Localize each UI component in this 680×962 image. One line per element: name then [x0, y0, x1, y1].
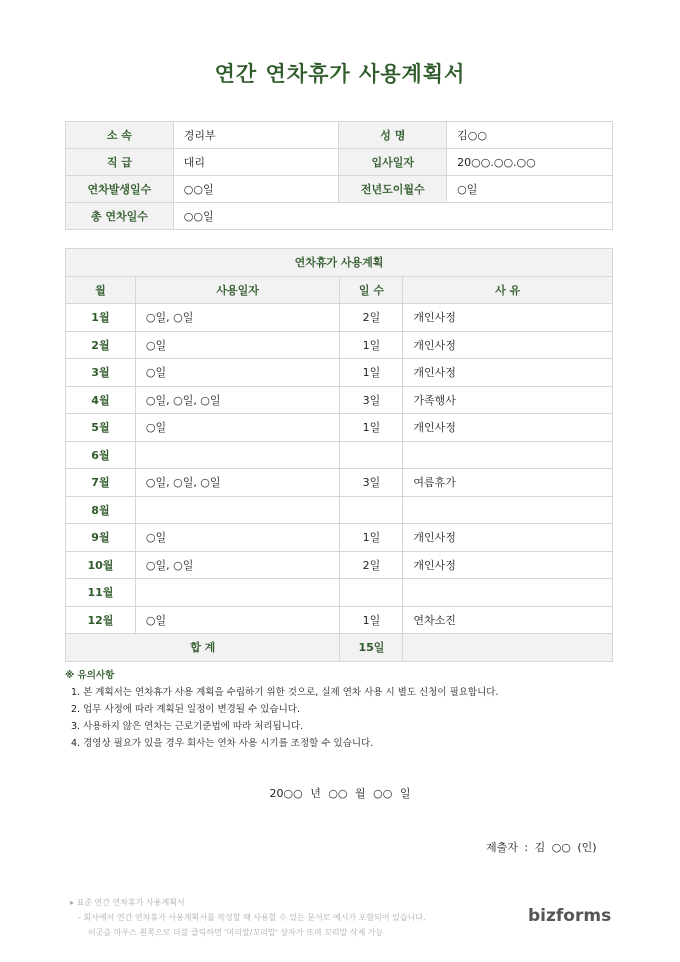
- col-header-month: 월: [66, 276, 136, 304]
- total-leave-label: 총 연차일수: [66, 203, 174, 230]
- note-item: 2. 업무 사정에 따라 계획된 일정이 변경될 수 있습니다.: [71, 704, 300, 715]
- days-cell[interactable]: 3일: [340, 469, 403, 497]
- days-cell[interactable]: 2일: [340, 304, 403, 332]
- table-row: [66, 441, 613, 469]
- dept-label: 소 속: [66, 122, 174, 149]
- col-header-dates: 사용일자: [135, 276, 340, 304]
- days-cell[interactable]: 1일: [340, 359, 403, 387]
- rank-value[interactable]: 대리: [173, 149, 339, 176]
- reason-cell[interactable]: 가족행사: [403, 386, 613, 414]
- table-row: [66, 524, 613, 552]
- table-row: [66, 469, 613, 497]
- dates-cell[interactable]: ○일, ○일: [135, 304, 340, 332]
- name-label: 성 명: [339, 122, 447, 149]
- days-cell[interactable]: 3일: [340, 386, 403, 414]
- reason-cell[interactable]: 개인사정: [403, 331, 613, 359]
- table-row: [66, 496, 613, 524]
- days-cell[interactable]: [340, 441, 403, 469]
- days-cell[interactable]: 1일: [340, 414, 403, 442]
- month-cell: 7월: [66, 469, 136, 497]
- table-row: [66, 149, 613, 176]
- footer-line: - 회사에서 연간 연차휴가 사용계획서를 작성할 때 사용할 수 있는 문서로 예시가 포함되어 있습니다.: [78, 913, 426, 922]
- month-cell: 10월: [66, 551, 136, 579]
- days-cell[interactable]: [340, 496, 403, 524]
- month-cell: 12월: [66, 606, 136, 634]
- bizforms-logo: bizforms: [528, 906, 612, 926]
- join-date-label: 입사일자: [339, 149, 447, 176]
- month-cell: 6월: [66, 441, 136, 469]
- leave-occur-label: 연차발생일수: [66, 176, 174, 203]
- dates-cell[interactable]: [135, 579, 340, 607]
- days-cell[interactable]: 1일: [340, 524, 403, 552]
- table-row: [66, 579, 613, 607]
- table-row: [66, 203, 613, 230]
- table-row: [66, 176, 613, 203]
- reason-cell[interactable]: [403, 441, 613, 469]
- dept-value[interactable]: 경리부: [173, 122, 339, 149]
- month-cell: 3월: [66, 359, 136, 387]
- month-cell: 11월: [66, 579, 136, 607]
- dates-cell[interactable]: ○일: [135, 331, 340, 359]
- reason-cell[interactable]: [403, 496, 613, 524]
- dates-cell[interactable]: ○일: [135, 414, 340, 442]
- month-cell: 4월: [66, 386, 136, 414]
- col-header-days: 일 수: [340, 276, 403, 304]
- table-row: [66, 304, 613, 332]
- month-cell: 2월: [66, 331, 136, 359]
- dates-cell[interactable]: ○일: [135, 606, 340, 634]
- note-item: 1. 본 계획서는 연차휴가 사용 계획을 수립하기 위한 것으로, 실제 연차 사용 시 별도 신청이 필요합니다.: [71, 687, 499, 698]
- footer: [70, 895, 426, 940]
- table-header-row: [66, 276, 613, 304]
- footer-line: 이곳을 마우스 왼쪽으로 더블 클릭하면 '머리말/꼬리말' 상자가 뜨며 꼬리말 삭제 가능: [88, 928, 384, 937]
- days-cell[interactable]: 2일: [340, 551, 403, 579]
- table-row: [66, 249, 613, 277]
- join-date-value[interactable]: 20○○.○○.○○: [447, 149, 613, 176]
- reason-cell[interactable]: 개인사정: [403, 304, 613, 332]
- days-cell[interactable]: 1일: [340, 331, 403, 359]
- rank-label: 직 급: [66, 149, 174, 176]
- note-item: 4. 경영상 필요가 있을 경우 회사는 연차 사용 시기를 조정할 수 있습니다.: [71, 738, 374, 749]
- dates-cell[interactable]: ○일, ○일: [135, 551, 340, 579]
- reason-cell[interactable]: 개인사정: [403, 359, 613, 387]
- dates-cell[interactable]: ○일, ○일, ○일: [135, 469, 340, 497]
- month-cell: 8월: [66, 496, 136, 524]
- sum-label: 합 계: [66, 634, 340, 662]
- dates-cell[interactable]: [135, 496, 340, 524]
- leave-plan-table: [65, 248, 613, 662]
- days-cell[interactable]: [340, 579, 403, 607]
- carryover-label: 전년도이월수: [339, 176, 447, 203]
- employee-info-table: [65, 121, 613, 230]
- sum-empty: [403, 634, 613, 662]
- leave-occur-value[interactable]: ○○일: [173, 176, 339, 203]
- total-leave-value[interactable]: ○○일: [173, 203, 612, 230]
- notes-title: ※ 유의사항: [65, 670, 115, 681]
- plan-heading: 연차휴가 사용계획: [66, 249, 613, 277]
- carryover-value[interactable]: ○일: [447, 176, 613, 203]
- dates-cell[interactable]: ○일: [135, 524, 340, 552]
- page-title: 연간 연차휴가 사용계획서: [214, 62, 466, 86]
- name-value[interactable]: 김○○: [447, 122, 613, 149]
- notes-section: [65, 667, 498, 752]
- col-header-reason: 사 유: [403, 276, 613, 304]
- reason-cell[interactable]: 개인사정: [403, 414, 613, 442]
- reason-cell[interactable]: 여름휴가: [403, 469, 613, 497]
- reason-cell[interactable]: 개인사정: [403, 551, 613, 579]
- submitter-line[interactable]: 제출자 : 김 ○○ (인): [486, 841, 597, 854]
- table-row: [66, 386, 613, 414]
- date-line[interactable]: 20○○ 년 ○○ 월 ○○ 일: [269, 787, 411, 800]
- table-row: [66, 359, 613, 387]
- table-row: [66, 551, 613, 579]
- table-row: [66, 331, 613, 359]
- month-cell: 9월: [66, 524, 136, 552]
- footer-line: ▸ 표준 연간 연차휴가 사용계획서: [70, 898, 185, 907]
- reason-cell[interactable]: [403, 579, 613, 607]
- reason-cell[interactable]: 연차소진: [403, 606, 613, 634]
- days-cell[interactable]: 1일: [340, 606, 403, 634]
- month-cell: 5월: [66, 414, 136, 442]
- dates-cell[interactable]: ○일: [135, 359, 340, 387]
- table-row: [66, 122, 613, 149]
- sum-row: [66, 634, 613, 662]
- dates-cell[interactable]: [135, 441, 340, 469]
- reason-cell[interactable]: 개인사정: [403, 524, 613, 552]
- table-row: [66, 414, 613, 442]
- table-row: [66, 606, 613, 634]
- month-cell: 1월: [66, 304, 136, 332]
- note-item: 3. 사용하지 않은 연차는 근로기준법에 따라 처리됩니다.: [71, 721, 304, 732]
- sum-days: 15일: [340, 634, 403, 662]
- dates-cell[interactable]: ○일, ○일, ○일: [135, 386, 340, 414]
